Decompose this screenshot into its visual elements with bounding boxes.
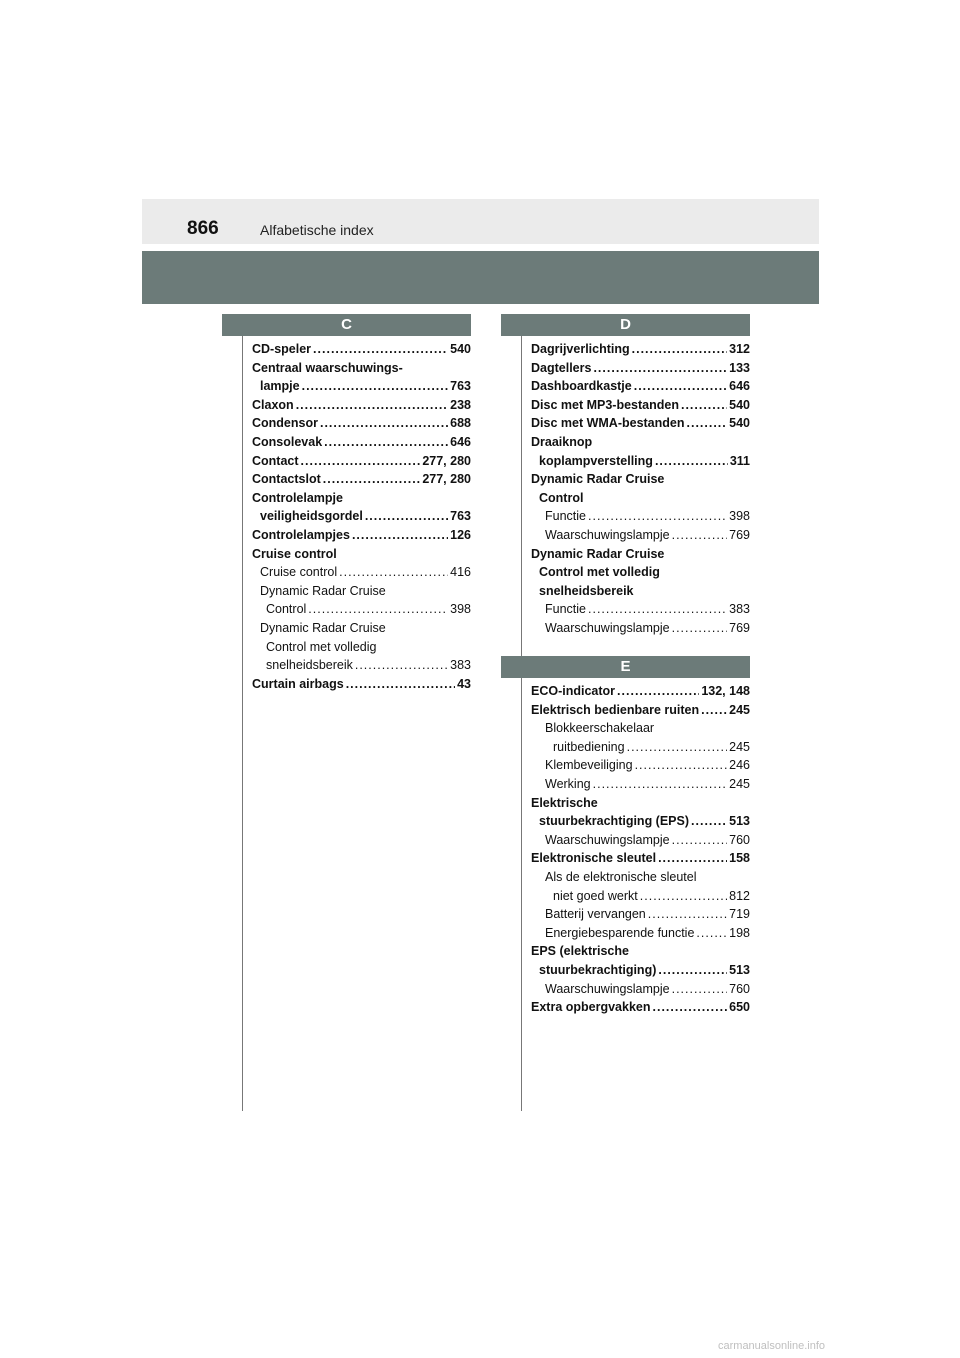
entry-term: Controlelampjes [252,527,350,542]
dot-leader [696,924,727,943]
entry-term: Waarschuwingslampje [545,832,670,847]
dot-leader [296,396,448,415]
dot-leader [658,849,727,868]
index-entry [531,942,750,961]
index-entry [531,470,750,489]
index-entry [252,489,471,508]
section-header-c: C [222,314,471,336]
index-entry [531,905,750,924]
dot-leader [655,452,728,471]
index-entry [531,600,750,619]
entry-term: Waarschuwingslampje [545,527,670,542]
entry-page: 650 [729,1000,750,1015]
column-rule-right [521,336,522,1111]
dot-leader [593,775,728,794]
index-entry [531,489,750,508]
dot-leader [324,433,448,452]
index-entry [531,794,750,813]
entry-term: Control met volledig [266,639,377,654]
index-entry [252,619,471,638]
section-header-e: E [501,656,750,678]
entry-page: 198 [729,925,750,940]
entry-term: Disc met WMA-bestanden [531,416,685,431]
dot-leader [634,377,727,396]
index-entry [531,414,750,433]
index-list-c [252,340,471,693]
entry-page: 383 [450,658,471,673]
entry-page: 646 [729,379,750,394]
index-entry [531,719,750,738]
index-entry [531,924,750,943]
dot-leader [323,470,421,489]
entry-term: Centraal waarschuwings- [252,360,403,375]
entry-term: veiligheidsgordel [260,509,363,524]
entry-term: Condensor [252,416,318,431]
entry-term: Als de elektronische sleutel [545,869,697,884]
index-entry [531,340,750,359]
entry-page: 688 [450,416,471,431]
entry-term: Consolevak [252,434,323,449]
entry-term: ECO-indicator [531,684,616,698]
index-entry [531,582,750,601]
index-entry [531,563,750,582]
entry-term: Energiebesparende functie [545,925,695,940]
entry-term: Cruise control [252,546,337,561]
entry-term: Control [266,602,307,617]
entry-term: Dynamic Radar Cruise [531,546,665,561]
index-entry [252,340,471,359]
entry-page: 646 [450,434,471,449]
index-entry [531,980,750,999]
entry-page: 398 [729,509,750,524]
section-header-d: D [501,314,750,336]
index-entry [531,831,750,850]
entry-page: 277, 280 [422,472,471,487]
index-entry [531,961,750,980]
entry-page: 416 [450,565,471,580]
dot-leader [701,701,727,720]
entry-term: Claxon [252,397,294,412]
entry-term: Dagrijverlichting [531,342,630,356]
index-entry [531,682,750,701]
index-entry [531,359,750,378]
entry-page: 769 [729,527,750,542]
index-entry [252,656,471,675]
entry-term: Curtain airbags [252,676,344,691]
entry-page: 277, 280 [422,453,471,468]
dot-leader [681,396,727,415]
index-entry [252,377,471,396]
entry-page: 43 [457,676,471,691]
index-entry [531,396,750,415]
index-entry [531,998,750,1017]
entry-page: 513 [729,962,750,977]
index-entry [531,452,750,471]
entry-term: ruitbediening [553,739,625,754]
header-band [142,251,819,304]
index-entry [252,507,471,526]
entry-term: Elektrische [531,795,598,810]
entry-term: Waarschuwingslampje [545,981,670,996]
index-entry [252,470,471,489]
dot-leader [617,682,699,701]
entry-page: 133 [729,360,750,375]
entry-term: Elektronische sleutel [531,851,657,866]
index-entry [252,452,471,471]
entry-page: 311 [729,453,750,468]
entry-page: 245 [729,739,750,754]
index-entry [252,545,471,564]
entry-term: Waarschuwingslampje [545,620,670,635]
entry-page: 763 [450,379,471,394]
index-entry [531,433,750,452]
index-entry [531,526,750,545]
entry-page: 245 [729,702,750,717]
header-bar [142,199,819,244]
dot-leader [640,887,727,906]
entry-page: 238 [450,397,471,412]
entry-page: 540 [450,342,471,356]
index-entry [531,507,750,526]
entry-page: 158 [729,851,750,866]
dot-leader [672,526,728,545]
entry-page: 245 [729,776,750,791]
dot-leader [346,675,455,694]
entry-page: 760 [729,981,750,996]
entry-term: Dynamic Radar Cruise [531,472,665,487]
index-entry [252,638,471,657]
index-entry [531,887,750,906]
entry-term: Klembeveiliging [545,758,633,773]
entry-term: Functie [545,602,586,617]
dot-leader [588,507,727,526]
dot-leader [648,905,727,924]
dot-leader [313,340,448,359]
index-entry [531,849,750,868]
entry-page: 540 [729,397,750,412]
index-entry [531,619,750,638]
entry-term: Blokkeerschakelaar [545,721,655,736]
index-entry [531,377,750,396]
dot-leader [635,756,728,775]
index-entry [252,675,471,694]
entry-term: Contactslot [252,472,321,487]
dot-leader [672,831,728,850]
entry-page: 769 [729,620,750,635]
index-entry [252,433,471,452]
entry-term: Contact [252,453,299,468]
page-number: 866 [187,218,219,239]
entry-page: 763 [450,509,471,524]
dot-leader [593,359,727,378]
entry-page: 513 [729,814,750,829]
dot-leader [627,738,728,757]
index-list-d [531,340,750,638]
dot-leader [320,414,448,433]
entry-term: Control [539,490,584,505]
index-entry [252,600,471,619]
index-entry [252,582,471,601]
index-entry [531,545,750,564]
dot-leader [691,812,727,831]
entry-term: Dynamic Radar Cruise [260,620,386,635]
entry-page: 383 [729,602,750,617]
dot-leader [588,600,727,619]
dot-leader [355,656,448,675]
dot-leader [672,980,728,999]
entry-term: Draaiknop [531,434,593,449]
entry-term: Batterij vervangen [545,907,646,922]
index-entry [531,738,750,757]
index-entry [252,359,471,378]
index-list-e [531,682,750,1017]
entry-term: stuurbekrachtiging (EPS) [539,814,690,829]
index-entry [531,756,750,775]
dot-leader [653,998,728,1017]
entry-term: Dashboardkastje [531,379,632,394]
entry-term: Functie [545,509,586,524]
entry-term: Cruise control [260,565,338,580]
dot-leader [672,619,728,638]
entry-term: snelheidsbereik [539,583,634,598]
index-entry [531,812,750,831]
dot-leader [339,563,448,582]
dot-leader [352,526,448,545]
index-entry [531,701,750,720]
index-entry [531,868,750,887]
dot-leader [308,600,448,619]
entry-term: lampje [260,379,300,394]
dot-leader [301,452,421,471]
index-entry [252,563,471,582]
entry-page: 812 [729,888,750,903]
entry-page: 246 [729,758,750,773]
dot-leader [632,340,728,359]
dot-leader [687,414,728,433]
index-entry [252,526,471,545]
entry-term: koplampverstelling [539,453,653,468]
dot-leader [302,377,449,396]
entry-term: Dagtellers [531,360,592,375]
column-rule-left [242,336,243,1111]
entry-page: 126 [450,527,471,542]
entry-term: niet goed werkt [553,888,638,903]
page-title: Alfabetische index [260,222,374,238]
entry-term: Werking [545,776,591,791]
entry-term: Controlelampje [252,490,343,505]
entry-page: 312 [729,342,750,356]
entry-page: 719 [729,907,750,922]
entry-page: 540 [729,416,750,431]
watermark: carmanualsonline.info [718,1340,826,1352]
entry-page: 760 [729,832,750,847]
entry-term: stuurbekrachtiging) [539,962,657,977]
entry-page: 132, 148 [701,684,750,698]
dot-leader [365,507,448,526]
entry-term: Extra opbergvakken [531,1000,651,1015]
entry-page: 398 [450,602,471,617]
entry-term: Elektrisch bedienbare ruiten [531,702,700,717]
index-entry [252,396,471,415]
entry-term: Control met volledig [539,565,660,580]
entry-term: CD-speler [252,342,312,356]
index-entry [252,414,471,433]
index-entry [531,775,750,794]
dot-leader [658,961,727,980]
entry-term: snelheidsbereik [266,658,353,673]
entry-term: EPS (elektrische [531,944,629,959]
entry-term: Dynamic Radar Cruise [260,583,386,598]
entry-term: Disc met MP3-bestanden [531,397,679,412]
